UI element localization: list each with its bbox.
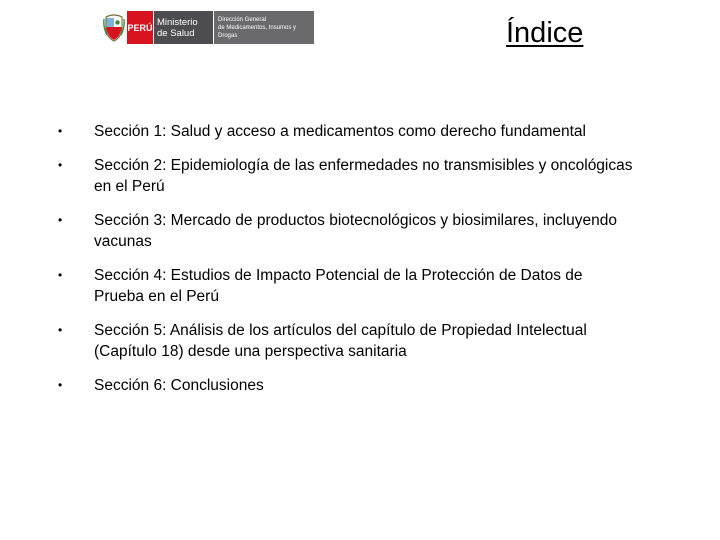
section-text: Sección 4: Estudios de Impacto Potencial de la Protección de Datos de Prueba en el Perú: [94, 267, 583, 305]
bullet: •: [58, 213, 63, 227]
directorate-line-1: Dirección General: [218, 16, 267, 23]
section-text: Sección 2: Epidemiología de las enfermedades no transmisibles y oncológicas en el Perú: [94, 157, 633, 195]
ministry-line-1: Ministerio: [157, 16, 198, 28]
section-text: Sección 1: Salud y acceso a medicamentos como derecho fundamental: [94, 123, 586, 140]
bullet: •: [58, 158, 63, 172]
directorate-label: [214, 11, 314, 44]
section-text: Sección 5: Análisis de los artículos del capítulo de Propiedad Intelectual (Capítulo 18) desde una perspectiva sanitaria: [94, 322, 587, 360]
peru-label: PERÚ: [127, 11, 153, 44]
coat-of-arms-icon: [103, 12, 125, 43]
bullet: •: [58, 323, 63, 337]
list-item: [55, 121, 635, 142]
bullet: •: [58, 268, 63, 282]
section-text: Sección 6: Conclusiones: [94, 377, 264, 394]
ministry-label: [154, 11, 213, 44]
ministry-line-2: de Salud: [157, 27, 195, 39]
list-item: [55, 320, 635, 362]
section-list: [55, 121, 635, 396]
page-title: Índice: [506, 17, 584, 49]
bullet: •: [58, 378, 63, 392]
list-item: [55, 210, 635, 252]
bullet: •: [58, 124, 63, 138]
list-item: [55, 155, 635, 197]
list-item: [55, 265, 635, 307]
section-text: Sección 3: Mercado de productos biotecnológicos y biosimilares, incluyendo vacunas: [94, 212, 617, 250]
list-item: [55, 375, 635, 396]
ministry-logo: [103, 11, 314, 44]
directorate-line-2: de Medicamentos, Insumos y Drogas: [218, 24, 297, 39]
